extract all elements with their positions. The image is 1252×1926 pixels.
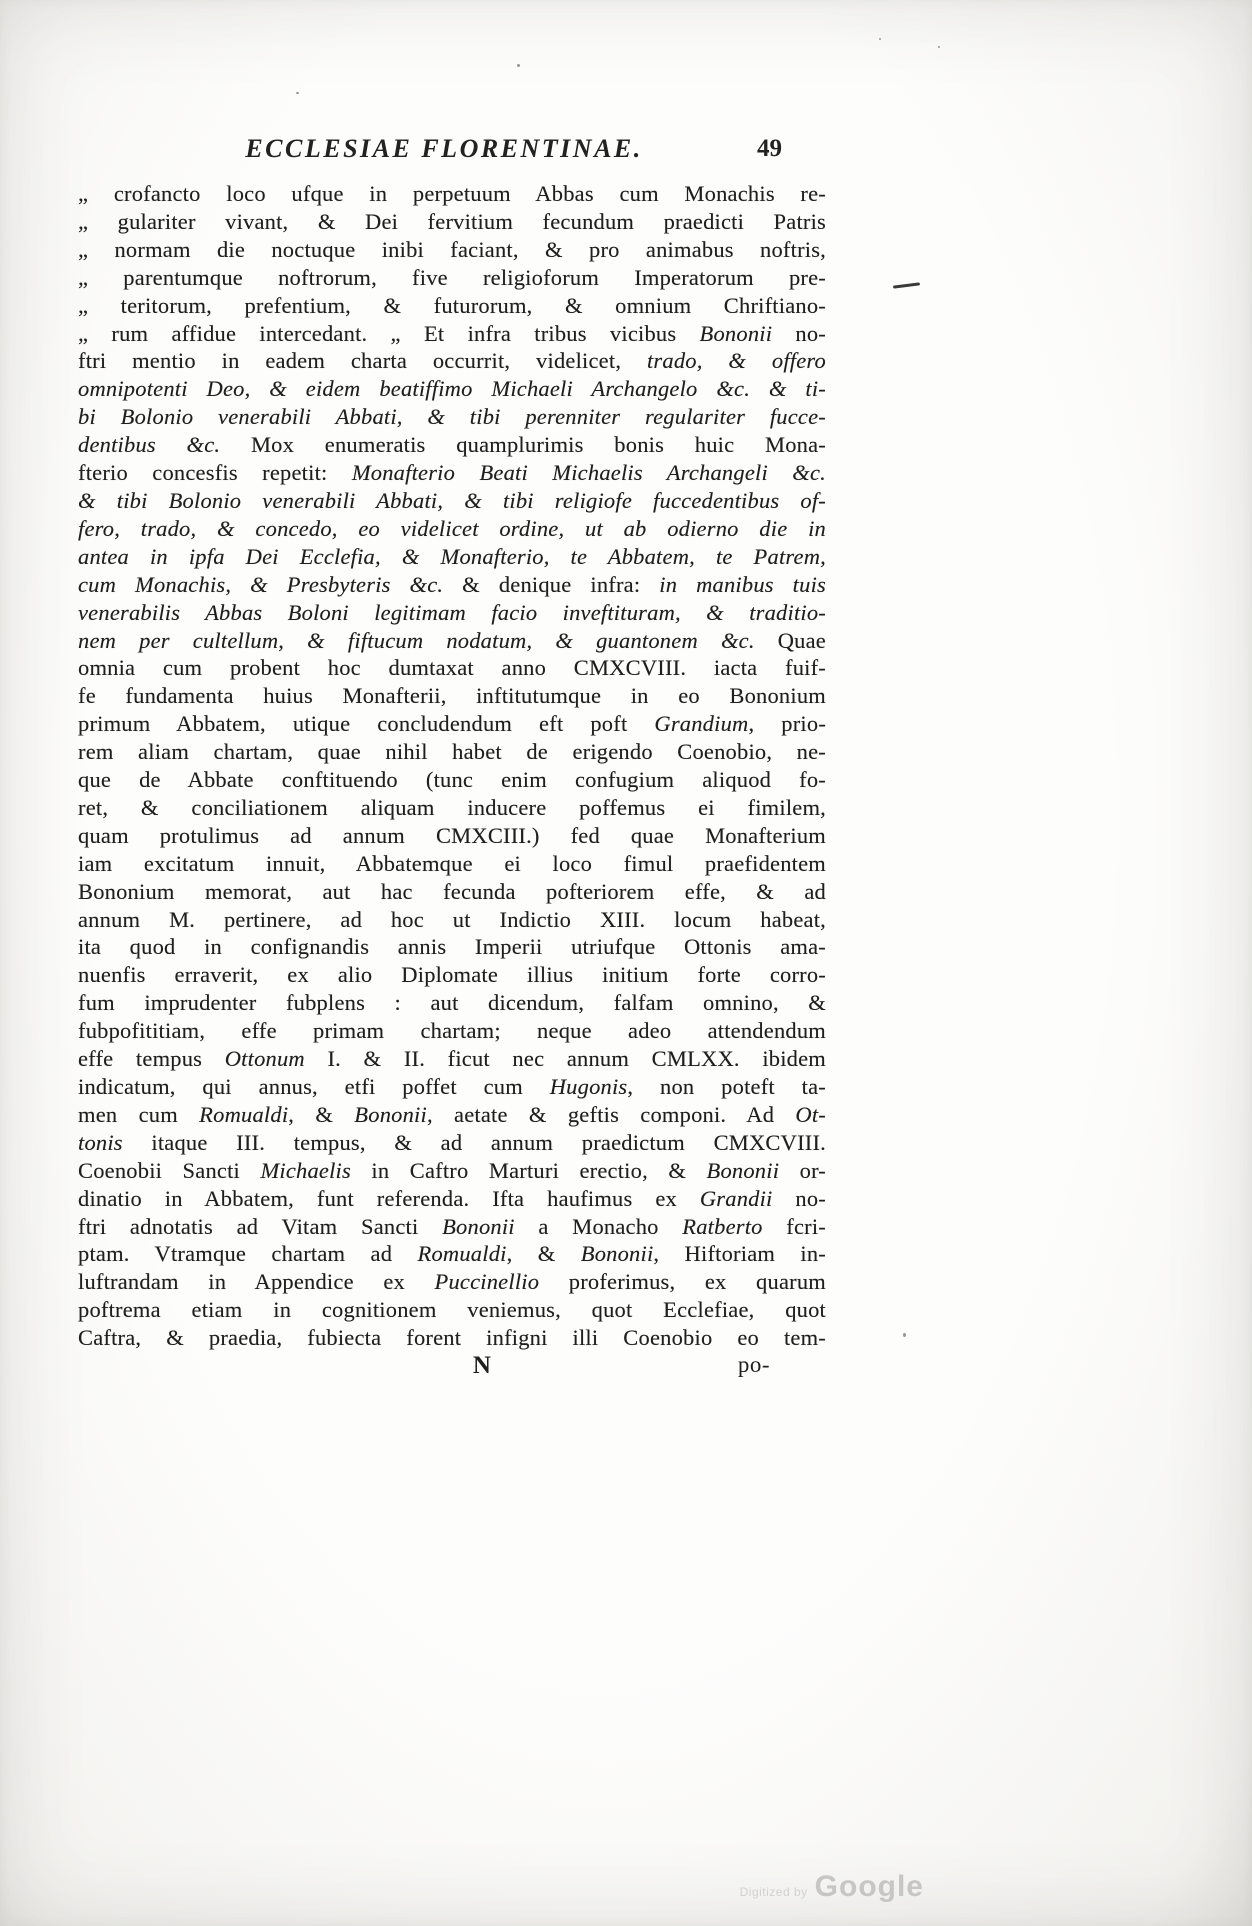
roman-text: indicatum, qui annus, etfi poffet cum [78, 1074, 550, 1099]
roman-text: annum M. pertinere, ad hoc ut Indictio XIII. locum habeat, [78, 906, 826, 932]
text-line [78, 1073, 826, 1101]
roman-text: Bononium memorat, aut hac fecunda pofteriorem effe, & ad [78, 878, 826, 904]
italic-text: Grandii [699, 1185, 773, 1211]
text-line [78, 1129, 826, 1157]
page-header [78, 134, 826, 168]
text-line [78, 515, 826, 543]
roman-text: „ rum affidue intercedant. „ Et infra tribus vicibus [78, 320, 700, 346]
roman-text: effe tempus [78, 1046, 225, 1072]
scan-speck [938, 46, 940, 48]
roman-text: rem aliam chartam, quae nihil habet de erigendo Coenobio, ne- [78, 739, 826, 765]
margin-pen-mark [893, 282, 920, 288]
italic-text: Hugonis [549, 1074, 628, 1099]
italic-text: Ot- [795, 1101, 826, 1127]
roman-text: dinatio in Abbatem, funt referenda. Ifta haufimus ex [78, 1185, 700, 1211]
roman-text: fterio concesfis repetit: [78, 460, 352, 486]
roman-text: , & [506, 1241, 581, 1267]
roman-text: iam excitatum innuit, Abbatemque ei loco fimul praefidentem [78, 850, 826, 876]
text-line [78, 599, 826, 627]
roman-text: Caftra, & praedia, fubiecta forent infigni illi Coenobio eo tem- [78, 1325, 826, 1351]
italic-text: fero, trado, & concedo, eo videlicet ordine, ut ab odierno die in [78, 515, 826, 541]
roman-text: primum Abbatem, utique concludendum eft poft [78, 711, 655, 737]
roman-text: ret, & conciliationem aliquam inducere poffemus ei fimilem, [78, 794, 826, 820]
roman-text: no- [772, 320, 826, 346]
text-line [78, 822, 826, 850]
text-line [78, 1268, 826, 1296]
roman-text: omnia cum probent hoc dumtaxat anno CMXCVIII. iacta fuif- [78, 655, 826, 681]
roman-text: a Monacho [514, 1213, 683, 1239]
italic-text: Puccinellio [434, 1269, 540, 1295]
roman-text: poftrema etiam in cognitionem veniemus, quot Ecclefiae, quot [78, 1297, 826, 1323]
catchword: po- [737, 1352, 770, 1377]
italic-text: Ratberto [682, 1213, 763, 1239]
text-block [78, 180, 826, 1352]
italic-text: in manibus tuis [659, 571, 826, 597]
scan-speck [903, 1333, 906, 1337]
roman-text: fe fundamenta huius Monafterii, inftitutumque in eo Bononium [78, 683, 826, 709]
text-line [78, 906, 826, 934]
roman-text: , Hiftoriam in- [653, 1241, 826, 1267]
roman-text: in Caftro Marturi erectio, & [350, 1157, 707, 1183]
italic-text: Ottonum [224, 1046, 305, 1072]
page-footer [78, 1352, 826, 1384]
text-line [78, 487, 826, 515]
text-line [78, 850, 826, 878]
roman-text: „ normam die noctuque inibi faciant, & pro animabus noftris, [78, 236, 826, 262]
text-line [78, 1017, 826, 1045]
text-line [78, 264, 826, 292]
signature-mark: N [472, 1352, 491, 1379]
italic-text: nem per cultellum, & fiftucum nodatum, & guantonem &c. [78, 627, 755, 653]
italic-text: Bononii [580, 1241, 654, 1267]
roman-text: Coenobii Sancti [78, 1157, 261, 1183]
roman-text: , aetate & geftis componi. Ad [426, 1101, 796, 1127]
text-line [78, 403, 826, 431]
text-line [78, 1296, 826, 1324]
italic-text: dentibus &c. [78, 432, 221, 458]
text-line [78, 375, 826, 403]
roman-text: „ gulariter vivant, & Dei fervitium fecundum praedicti Patris [78, 208, 826, 234]
text-line [78, 543, 826, 571]
roman-text: I. & II. ficut nec annum CMLXX. ibidem [304, 1046, 827, 1072]
roman-text: que de Abbate conftituendo (tunc enim confugium aliquod fo- [78, 767, 826, 793]
scan-speck [517, 64, 520, 67]
italic-text: omnipotenti Deo, & eidem beatiffimo Michaeli Archangelo &c. & ti- [78, 376, 826, 402]
italic-text: Bononii [354, 1101, 427, 1127]
italic-text: Bononii [442, 1213, 515, 1239]
roman-text: fcri- [762, 1213, 826, 1239]
text-line [78, 1101, 826, 1129]
roman-text: nuenfis erraverit, ex alio Diplomate illius initium forte corro- [78, 962, 826, 988]
roman-text: „ teritorum, prefentium, & futurorum, & omnium Chriftiano- [78, 292, 826, 318]
roman-text: proferimus, ex quarum [539, 1269, 826, 1295]
digitized-watermark [740, 1870, 924, 1904]
running-title: ECCLESIAE FLORENTINAE. [245, 134, 643, 163]
text-line [78, 627, 826, 655]
text-line [78, 1045, 826, 1073]
roman-text: ita quod in confignandis annis Imperii utriufque Ottonis ama- [78, 934, 826, 960]
italic-text: cum Monachis, & Presbyteris &c. [78, 571, 444, 597]
text-line [78, 459, 826, 487]
roman-text: , non poteft ta- [627, 1074, 826, 1099]
roman-text: luftrandam in Appendice ex [78, 1269, 435, 1295]
text-line [78, 431, 826, 459]
text-line [78, 180, 826, 208]
text-line [78, 1324, 826, 1352]
roman-text: men cum [78, 1101, 200, 1127]
roman-text: ftri mentio in eadem charta occurrit, videlicet, [78, 348, 647, 374]
italic-text: venerabilis Abbas Boloni legitimam facio inveftituram, & traditio- [78, 599, 826, 625]
italic-text: & tibi Bolonio venerabili Abbati, & tibi religiofe fuccedentibus of- [78, 487, 826, 513]
text-line [78, 738, 826, 766]
page-number: 49 [757, 135, 782, 162]
italic-text: tonis [78, 1129, 123, 1155]
roman-text: fubpofititiam, effe primam chartam; neque adeo attendendum [78, 1018, 826, 1044]
roman-text: ptam. Vtramque chartam ad [78, 1241, 418, 1267]
italic-text: Michaelis [260, 1157, 351, 1183]
italic-text: trado, & offero [646, 348, 827, 374]
text-line [78, 1185, 826, 1213]
text-line [78, 320, 826, 348]
roman-text: „ crofancto loco ufque in perpetuum Abbas cum Monachis re- [78, 181, 826, 206]
digitized-by-text: Digitized by [739, 1885, 808, 1899]
text-line [78, 989, 826, 1017]
roman-text: quam protulimus ad annum CMXCIII.) fed quae Monafterium [78, 822, 826, 848]
scan-speck [879, 38, 881, 40]
italic-text: Monafterio Beati Michaelis Archangeli &c. [351, 460, 826, 486]
text-line [78, 292, 826, 320]
roman-text: fum imprudenter fubplens : aut dicendum, falfam omnino, & [78, 990, 826, 1016]
roman-text: Mox enumeratis quamplurimis bonis huic Mona- [220, 432, 826, 458]
roman-text: & denique infra: [443, 571, 660, 597]
google-logo-text: Google [814, 1870, 924, 1903]
text-line [78, 933, 826, 961]
text-line [78, 571, 826, 599]
text-line [78, 710, 826, 738]
text-line [78, 208, 826, 236]
italic-text: Romualdi [417, 1241, 507, 1267]
text-line [78, 236, 826, 264]
text-line [78, 1213, 826, 1241]
roman-text: , & [288, 1101, 355, 1127]
italic-text: Bononii [699, 320, 773, 346]
roman-text: , prio- [748, 711, 827, 737]
roman-text: itaque III. tempus, & ad annum praedictum CMXCVIII. [122, 1129, 826, 1155]
text-line [78, 1157, 826, 1185]
italic-text: bi Bolonio venerabili Abbati, & tibi perenniter regulariter fucce- [78, 404, 826, 430]
text-line [78, 1240, 826, 1268]
text-line [78, 347, 826, 375]
roman-text: Quae [754, 627, 826, 653]
italic-text: antea in ipfa Dei Ecclefia, & Monafterio, te Abbatem, te Patrem, [78, 543, 826, 569]
roman-text: ftri adnotatis ad Vitam Sancti [78, 1213, 443, 1239]
text-line [78, 682, 826, 710]
scan-speck [296, 92, 299, 94]
roman-text: or- [779, 1157, 827, 1183]
italic-text: Romualdi [199, 1101, 289, 1127]
roman-text: „ parentumque noftrorum, five religioforum Imperatorum pre- [78, 264, 826, 290]
text-line [78, 961, 826, 989]
text-line [78, 878, 826, 906]
text-line [78, 794, 826, 822]
text-line [78, 766, 826, 794]
italic-text: Grandium [654, 711, 749, 737]
roman-text: no- [772, 1185, 826, 1211]
text-line [78, 654, 826, 682]
italic-text: Bononii [706, 1157, 780, 1183]
